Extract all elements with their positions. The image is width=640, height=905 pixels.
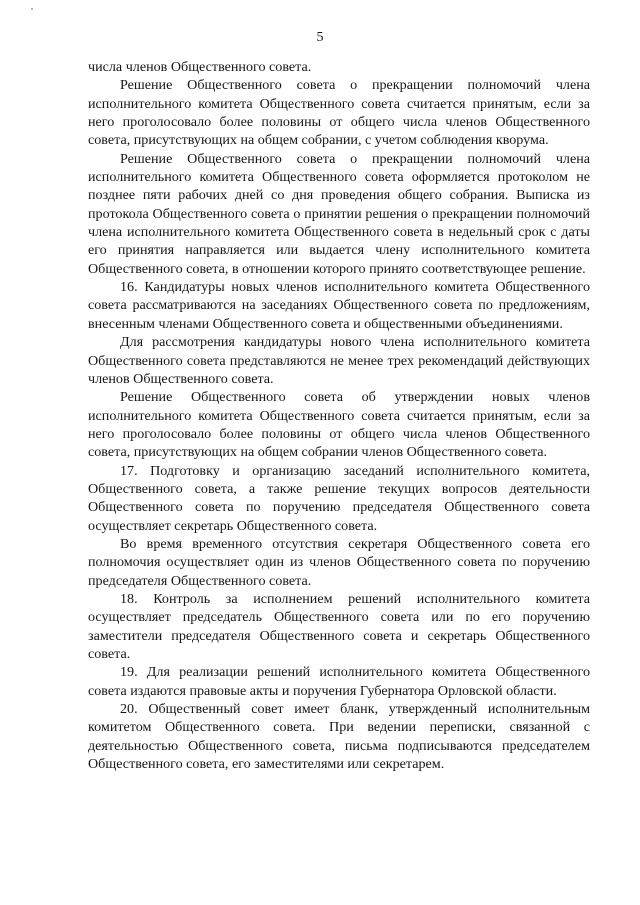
paragraph-termination-vote: Решение Общественного совета о прекращении полномочий члена исполнительного комитета Общественного совета считается принятым, если за него проголосовало более половины от общего числа членов Общественного совета, присутствующих на общем собрании, с учетом соблюдения кворума. bbox=[88, 77, 590, 149]
paragraph-approval-vote: Решение Общественного совета об утверждении новых членов исполнительного комитета Общественного совета считается принятым, если за него проголосовало более половины от общего числа членов Общественного совета, присутствующих на общем собрании членов Общественного совета. bbox=[88, 389, 590, 461]
paragraph-termination-protocol: Решение Общественного совета о прекращении полномочий члена исполнительного комитета Общественного совета оформляется протоколом не позднее пяти рабочих дней со дня проведения общего собрания. Выписка из протокола Общественного совета о принятии решения о прекращении полномочий члена исполнительного комитета Общественного совета в недельный срок с даты его принятия направляется или выдается члену исполнительного комитета Общественного совета, в отношении которого принято соответствующее решение. bbox=[88, 150, 590, 277]
scan-speck bbox=[31, 8, 33, 10]
paragraph-item-17: 17. Подготовку и организацию заседаний исполнительного комитета, Общественного совета, а также решение текущих вопросов деятельности Общественного совета по поручению председателя Общественного совета осуществляет секретарь Общественного совета. bbox=[88, 462, 590, 534]
paragraph-continuation: числа членов Общественного совета. bbox=[88, 59, 312, 75]
page-number: 5 bbox=[316, 30, 324, 45]
paragraph-item-18: 18. Контроль за исполнением решений исполнительного комитета осуществляет председатель Общественного совета или по его поручению заместители председателя Общественного совета и секретарь Общественного совета. bbox=[88, 590, 590, 662]
paragraph-secretary-absence: Во время временного отсутствия секретаря Общественного совета его полномочия осуществляет один из членов Общественного совета по поручению председателя Общественного совета. bbox=[88, 535, 590, 589]
document-body bbox=[88, 58, 590, 773]
paragraph-item-16: 16. Кандидатуры новых членов исполнительного комитета Общественного совета рассматриваются на заседаниях Общественного совета по предложениям, внесенным членами Общественного совета и общественными объединениями. bbox=[88, 279, 590, 332]
paragraph-recommendations: Для рассмотрения кандидатуры нового члена исполнительного комитета Общественного совета представляются не менее трех рекомендаций действующих членов Общественного совета. bbox=[88, 334, 590, 387]
paragraph-item-20: 20. Общественный совет имеет бланк, утвержденный исполнительным комитетом Общественного совета. При ведении переписки, связанной с деятельностью Общественного совета, письма подписываются председателем Общественного совета, его заместителями или секретарем. bbox=[88, 701, 590, 773]
paragraph-item-19: 19. Для реализации решений исполнительного комитета Общественного совета издаются правовые акты и поручения Губернатора Орловской области. bbox=[88, 664, 590, 699]
